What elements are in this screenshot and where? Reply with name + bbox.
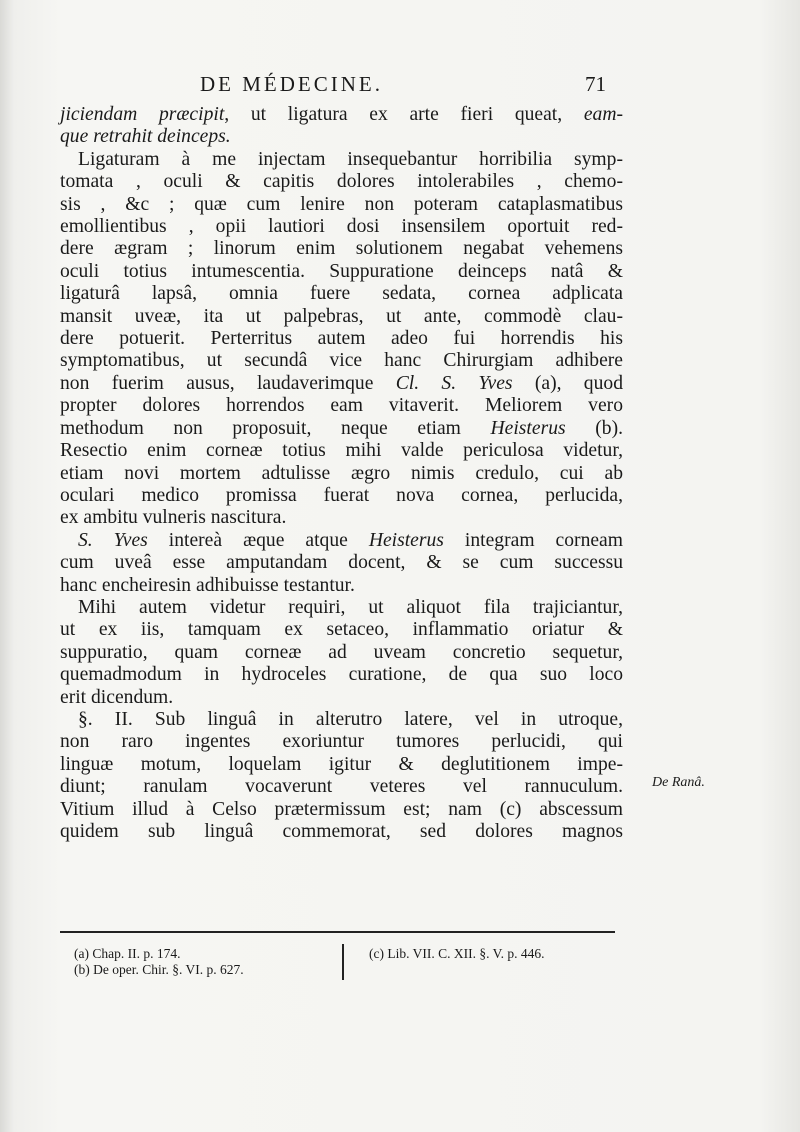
text-segment: non fuerim ausus, laudaverimque <box>60 372 396 394</box>
running-head: DE MÉDECINE. <box>200 72 383 96</box>
footnote-column-left <box>74 946 334 978</box>
text-line: ex ambitu vulneris nascitura. <box>60 507 287 529</box>
italic-text: eam- <box>583 104 623 125</box>
text-line: cum uveâ esse amputandam docent, & se cum successu <box>60 552 623 574</box>
text-line: Ligaturam à me injectam insequebantur horribilia symp- <box>78 148 623 170</box>
text-line: oculi totius intumescentia. Suppuratione deinceps natâ & <box>60 260 623 282</box>
italic-text: jiciendam præcipit <box>60 104 225 125</box>
footnote-divider <box>342 944 344 980</box>
footnote-a: (a) Chap. II. p. 174. <box>74 946 181 961</box>
italic-text: Heisterus <box>368 529 444 551</box>
text-line: Mihi autem videtur requiri, ut aliquot fila trajiciantur, <box>78 596 623 618</box>
text-line: diunt; ranulam vocaverunt veteres vel rannuculum. <box>60 776 623 798</box>
text-line: oculari medico promissa fuerat nova cornea, perlucida, <box>60 484 623 506</box>
text-line: emollientibus , opii lautiori dosi insensilem oportuit red- <box>60 216 623 238</box>
text-segment: , ut ligatura ex arte fieri queat, <box>224 104 584 125</box>
text-line: quidem sub linguâ commemorat, sed dolores magnos <box>60 821 623 842</box>
italic-text: que retrahit deinceps. <box>60 126 231 148</box>
footnote-rule <box>60 931 615 933</box>
text-line: dere ægram ; linorum enim solutionem negabat vehemens <box>60 238 623 260</box>
footnote-c: (c) Lib. VII. C. XII. §. V. p. 446. <box>369 946 545 961</box>
text-line: linguæ motum, loquelam igitur & deglutitionem impe- <box>60 753 623 775</box>
text-line: symptomatibus, ut secundâ vice hanc Chirurgiam adhibere <box>60 350 623 372</box>
text-line: mansit uveæ, ita ut palpebras, ut ante, commodè clau- <box>60 305 623 327</box>
text-line: ut ex iis, tamquam ex setaceo, inflammatio oriatur & <box>60 619 623 641</box>
main-text <box>60 104 623 843</box>
text-line <box>60 418 623 440</box>
text-line: propter dolores horrendos eam vitaverit. Meliorem vero <box>60 395 623 417</box>
text-line <box>60 373 623 395</box>
margin-note: De Ranâ. <box>652 775 705 790</box>
text-line: ligaturâ lapsâ, omnia fuere sedata, cornea adplicata <box>60 283 623 305</box>
text-line <box>60 126 623 148</box>
text-line: Resectio enim corneæ totius mihi valde periculosa videtur, <box>60 440 623 462</box>
text-segment: intereà æque atque <box>147 529 369 551</box>
text-line: non raro ingentes exoriuntur tumores perlucidi, qui <box>60 731 623 753</box>
text-line: quemadmodum in hydroceles curatione, de qua suo loco <box>60 664 623 686</box>
text-line: etiam novi mortem adtulisse ægro nimis credulo, cui ab <box>60 462 623 484</box>
text-line: Vitium illud à Celso prætermissum est; nam (c) abscessum <box>60 798 623 820</box>
text-line: erit dicendum. <box>60 686 174 708</box>
text-line: suppuratio, quam corneæ ad uveam concretio sequetur, <box>60 641 623 663</box>
text-line: sis , &c ; quæ cum lenire non poteram cataplasmatibus <box>60 193 623 215</box>
text-segment: (b). <box>565 417 623 439</box>
footnote-column-right <box>369 946 649 962</box>
text-segment: methodum non proposuit, neque etiam <box>60 417 491 439</box>
text-line: hanc encheiresin adhibuisse testantur. <box>60 574 355 596</box>
footnote-b: (b) De oper. Chir. §. VI. p. 627. <box>74 962 244 977</box>
text-line: tomata , oculi & capitis dolores intolerabiles , chemo- <box>60 171 623 193</box>
text-segment: (a), quod <box>512 372 623 394</box>
italic-text: Cl. S. Yves <box>395 372 513 394</box>
page-number: 71 <box>585 72 606 96</box>
text-line: dere potuerit. Perterritus autem adeo fui horrendis his <box>60 328 623 350</box>
text-line: §. II. Sub linguâ in alterutro latere, vel in utroque, <box>78 708 623 730</box>
text-line <box>60 530 623 552</box>
italic-text: Heisterus <box>490 417 566 439</box>
italic-text: S. Yves <box>78 529 148 551</box>
text-segment: integram corneam <box>443 529 623 551</box>
text-line <box>60 104 623 126</box>
